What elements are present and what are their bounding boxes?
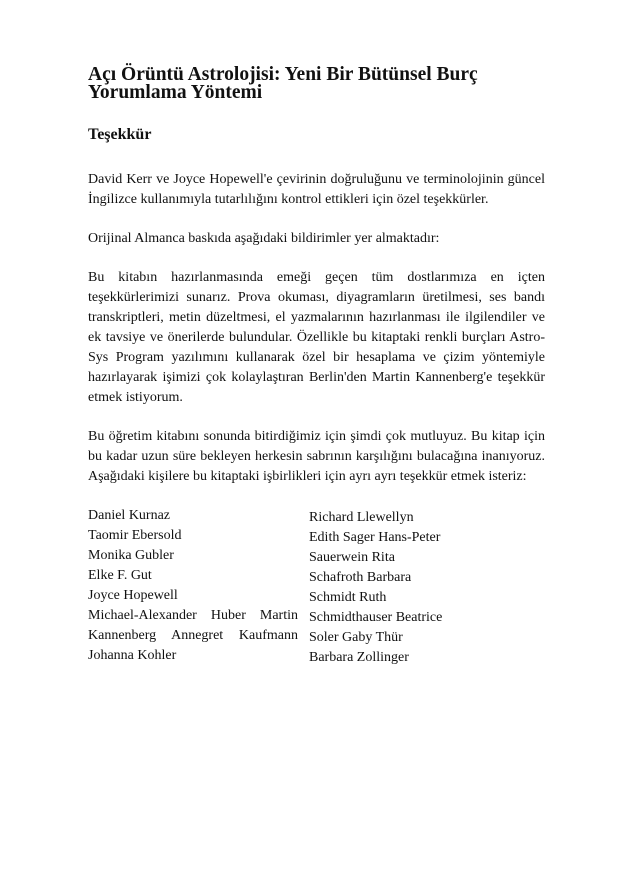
document-title-line-1: Açı Örüntü Astrolojisi: Yeni Bir Bütünsel Burç	[88, 64, 478, 85]
name-item: Taomir Ebersold	[88, 528, 182, 543]
name-item: Daniel Kurnaz	[88, 508, 171, 523]
name-item: Elke F. Gut	[88, 568, 152, 583]
name-item: Joyce Hopewell	[88, 588, 178, 603]
names-column-left	[88, 506, 298, 666]
name-item: Sauerwein Rita	[309, 550, 395, 565]
paragraph-1: David Kerr ve Joyce Hopewell'e çevirinin doğruluğunu ve terminolojinin güncel İngilizce kullanımıyla tutarlılığını kontrol ettikleri için özel teşekkürler.	[88, 172, 545, 207]
acknowledged-names	[88, 506, 545, 676]
paragraph-2: Orijinal Almanca baskıda aşağıdaki bildirimler yer almaktadır:	[88, 231, 440, 246]
section-title: Teşekkür	[88, 126, 152, 143]
name-item: Monika Gubler	[88, 548, 174, 563]
document-title	[88, 66, 545, 102]
name-item: Johanna Kohler	[88, 648, 177, 663]
name-item: Barbara Zollinger	[309, 650, 409, 665]
paragraph-4: Bu öğretim kitabını sonunda bitirdiğimiz için şimdi çok mutluyuz. Bu kitap için bu kadar uzun süre bekleyen herkesin sabrının karşılığını bulacağına inanıyoruz. Aşağıdaki kişilere bu kitaptaki işbirlikleri için ayrı ayrı teşekkür etmek isteriz:	[88, 429, 545, 484]
name-item: Michael-Alexander Huber Martin	[88, 608, 298, 623]
document-page	[88, 66, 545, 676]
name-item: Schmidt Ruth	[309, 590, 387, 605]
paragraph-3: Bu kitabın hazırlanmasında emeği geçen tüm dostlarımıza en içten teşekkürlerimizi sunarız. Prova okuması, diyagramların üretilmesi, ses bandı transkriptleri, metin düzeltmesi, el yazmalarının hazırlanması ile ilgilendiler ve ek tavsiye ve önerilerde bulundular. Özellikle bu kitaptaki renkli burçları Astro-Sys Program yazılımını kullanarak özel bir hesaplama ve çizim yöntemiyle hazırlayarak işimizi çok kolaylaştıran Berlin'den Martin Kannenberg'e teşekkür etmek istiyorum.	[88, 270, 545, 405]
document-title-line-2: Yorumlama Yöntemi	[88, 82, 263, 103]
name-item: Kannenberg Annegret Kaufmann	[88, 628, 298, 643]
name-item: Schmidthauser Beatrice	[309, 610, 443, 625]
names-column-right	[309, 508, 545, 668]
name-item: Soler Gaby Thür	[309, 630, 403, 645]
name-item: Schafroth Barbara	[309, 570, 412, 585]
name-item: Richard Llewellyn	[309, 510, 414, 525]
name-item: Edith Sager Hans-Peter	[309, 530, 441, 545]
